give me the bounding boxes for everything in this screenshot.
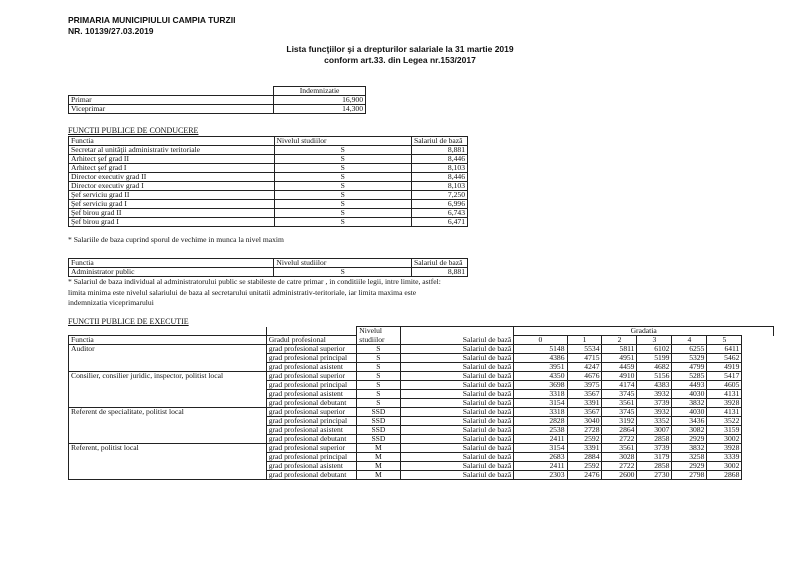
salary-cell: 8,881 [412,268,468,277]
studies-cell: SSD [357,426,400,435]
gradation-value-cell: 4459 [602,363,637,372]
studies-cell: M [357,462,400,471]
grade-cell: grad profesional asistent [266,426,357,435]
salary-cell: 6,996 [412,200,468,209]
function-cell: Secretar al unităţii administrativ teritoriale [69,146,275,155]
function-cell: Director executiv grad II [69,173,275,182]
grade-cell: grad profesional principal [266,354,357,363]
gradation-value-cell: 4386 [514,354,567,363]
gradation-value-cell: 3932 [637,408,672,417]
gradation-value-cell: 2592 [567,435,602,444]
grade-cell: grad profesional debutant [266,435,357,444]
function-cell: Şef birou grad II [69,209,275,218]
gradation-value-cell: 4131 [707,408,742,417]
gradation-value-cell: 3339 [707,453,742,462]
studies-cell: S [357,363,400,372]
studies-cell: S [274,164,411,173]
gradation-value-cell: 4682 [637,363,672,372]
function-cell: Arhitect şef grad II [69,155,275,164]
function-cell: Viceprimar [69,105,274,114]
table-header-row [69,327,774,336]
gradation-value-cell: 2864 [602,426,637,435]
salary-label-cell: Salariul de bază [400,390,514,399]
indemnity-cell: 16,900 [274,96,366,105]
function-cell [69,417,267,426]
studies-cell: S [274,146,411,155]
salary-label-cell: Salariul de bază [400,354,514,363]
salary-cell: 8,103 [412,164,468,173]
gradation-value-cell: 2592 [567,462,602,471]
salary-label-cell: Salariul de bază [400,417,514,426]
header-salary: Salariul de bază [412,137,468,146]
function-cell [69,354,267,363]
studies-cell: S [357,390,400,399]
gradation-value-cell: 6411 [707,345,742,354]
salary-label-cell: Salariul de bază [400,372,514,381]
salary-cell: 8,446 [412,173,468,182]
execution-table [68,326,774,480]
gradation-value-cell: 4951 [602,354,637,363]
indemnity-header: Indemnizatie [274,87,366,96]
salary-label-cell: Salariul de bază [400,462,514,471]
salary-cell: 8,446 [412,155,468,164]
salary-label-cell: Salariul de bază [400,345,514,354]
gradation-value-cell: 4605 [707,381,742,390]
gradation-value-cell: 3028 [602,453,637,462]
function-cell: Director executiv grad I [69,182,275,191]
studies-cell: S [274,200,411,209]
gradation-value-cell: 3154 [514,444,567,453]
document-title: Lista funcţiilor şi a drepturilor salariale la 31 martie 2019 [286,44,514,54]
gradation-value-cell: 3318 [514,408,567,417]
gradation-value-cell: 6255 [672,345,707,354]
grade-cell: grad profesional asistent [266,462,357,471]
function-cell: Şef serviciu grad II [69,191,275,200]
table-row [69,471,774,480]
studies-cell: S [357,399,400,408]
table-row [69,96,366,105]
gradation-value-cell: 3739 [637,444,672,453]
studies-cell: S [274,218,411,227]
table-row [69,200,468,209]
gradation-value-cell: 4030 [672,390,707,399]
gradation-value-cell: 4174 [602,381,637,390]
gradation-value-cell: 2476 [567,471,602,480]
gradation-value-cell: 2868 [707,471,742,480]
studies-cell: S [274,191,411,200]
gradation-value-cell: 4383 [637,381,672,390]
section-title-execution: FUNCTII PUBLICE DE EXECUTIE [68,317,189,326]
function-cell [69,426,267,435]
table-row [69,218,468,227]
header-grade: Gradul profesional [266,336,357,345]
header-salary: Salariul de bază [412,259,468,268]
administrator-table [68,258,468,277]
gradation-value-cell: 4247 [567,363,602,372]
gradation-value-cell: 2411 [514,462,567,471]
table-row [69,105,366,114]
salary-label-cell: Salariul de bază [400,444,514,453]
gradation-value-cell: 5534 [567,345,602,354]
table-row [69,268,468,277]
studies-cell: SSD [357,417,400,426]
gradation-value-cell: 5199 [637,354,672,363]
gradation-value-cell: 2728 [567,426,602,435]
gradation-value-cell: 3352 [637,417,672,426]
gradation-value-cell: 3192 [602,417,637,426]
salary-cell: 6,471 [412,218,468,227]
gradation-value-cell: 3567 [567,408,602,417]
function-cell [69,399,267,408]
studies-cell: S [274,268,412,277]
gradation-value-cell: 2858 [637,462,672,471]
grade-cell: grad profesional principal [266,417,357,426]
gradation-value-cell: 2722 [602,435,637,444]
studies-cell: S [357,345,400,354]
gradation-value-cell: 3698 [514,381,567,390]
gradation-value-cell: 3159 [707,426,742,435]
function-cell [69,363,267,372]
grade-cell: grad profesional superior [266,408,357,417]
gradation-value-cell: 3745 [602,408,637,417]
document-subtitle: conform art.33. din Legea nr.153/2017 [324,55,476,65]
grade-cell: grad profesional asistent [266,390,357,399]
header-function: Functia [69,137,275,146]
grade-cell: grad profesional superior [266,345,357,354]
gradation-value-cell: 2600 [602,471,637,480]
header-gradation-2: 2 [602,336,637,345]
note-line: indemnizatia viceprimarului [68,298,154,307]
gradation-value-cell: 6102 [637,345,672,354]
gradation-value-cell: 3832 [672,399,707,408]
gradation-value-cell: 3318 [514,390,567,399]
function-cell [69,471,267,480]
header-studies-line2: studiilor [357,336,400,345]
gradation-value-cell: 2411 [514,435,567,444]
function-cell: Auditor [69,345,267,354]
gradation-value-cell: 3391 [567,399,602,408]
grade-cell: grad profesional principal [266,453,357,462]
gradation-value-cell: 3002 [707,462,742,471]
function-cell [69,462,267,471]
gradation-value-cell: 3561 [602,399,637,408]
note-line: * Salariul de baza individual al administratorului public se stabileste de catre primar , in conditiile legii, intre limite, astfel: [68,277,441,286]
studies-cell: S [274,173,411,182]
gradation-value-cell: 5811 [602,345,637,354]
table-header-row [69,87,366,96]
gradation-value-cell: 3832 [672,444,707,453]
management-note: * Salariile de baza cuprind sporul de vechime in munca la nivel maxim [68,235,284,244]
function-cell: Consilier, consilier juridic, inspector, politist local [69,372,267,381]
gradation-value-cell: 4919 [707,363,742,372]
grade-cell: grad profesional asistent [266,363,357,372]
header-gradation: Gradatia [514,327,774,336]
gradation-value-cell: 3258 [672,453,707,462]
gradation-value-cell: 4350 [514,372,567,381]
gradation-value-cell: 4799 [672,363,707,372]
function-cell [69,390,267,399]
function-cell: Referent de specialitate, politist local [69,408,267,417]
studies-cell: S [274,209,411,218]
salary-label-cell: Salariul de bază [400,435,514,444]
gradation-value-cell: 2798 [672,471,707,480]
gradation-value-cell: 4910 [602,372,637,381]
gradation-value-cell: 2828 [514,417,567,426]
institution-name: PRIMARIA MUNICIPIULUI CAMPIA TURZII [68,15,236,25]
gradation-value-cell: 3928 [707,399,742,408]
gradation-value-cell: 3745 [602,390,637,399]
studies-cell: S [357,372,400,381]
gradation-value-cell: 2730 [637,471,672,480]
salary-label-cell: Salariul de bază [400,426,514,435]
gradation-value-cell: 5329 [672,354,707,363]
document-number: NR. 10139/27.03.2019 [68,26,154,36]
gradation-value-cell: 3928 [707,444,742,453]
function-cell: Şef birou grad I [69,218,275,227]
salary-label-cell: Salariul de bază [400,471,514,480]
gradation-value-cell: 3040 [567,417,602,426]
header-studies-line1: Nivelul [357,327,400,336]
table-row [69,209,468,218]
gradation-value-cell: 2884 [567,453,602,462]
gradation-value-cell: 3154 [514,399,567,408]
salary-cell: 8,881 [412,146,468,155]
salary-label-cell: Salariul de bază [400,453,514,462]
section-title-management: FUNCTII PUBLICE DE CONDUCERE [68,126,199,135]
studies-cell: SSD [357,435,400,444]
studies-cell: M [357,453,400,462]
function-cell [69,435,267,444]
gradation-value-cell: 3002 [707,435,742,444]
function-cell: Arhitect şef grad I [69,164,275,173]
studies-cell: M [357,444,400,453]
header-gradation-0: 0 [514,336,567,345]
header-gradation-1: 1 [567,336,602,345]
function-cell [69,381,267,390]
table-row [69,155,468,164]
grade-cell: grad profesional debutant [266,399,357,408]
gradation-value-cell: 3561 [602,444,637,453]
function-cell: Şef serviciu grad I [69,200,275,209]
gradation-value-cell: 4715 [567,354,602,363]
gradation-value-cell: 3739 [637,399,672,408]
header-gradation-3: 3 [637,336,672,345]
note-line: limita minima este nivelul salariului de baza al secretarului unitatii administrativ-teritoriale, iar limita maxima este [68,287,417,297]
header-gradation-4: 4 [672,336,707,345]
salary-label-cell: Salariul de bază [400,381,514,390]
gradation-value-cell: 2929 [672,462,707,471]
gradation-value-cell: 2303 [514,471,567,480]
function-cell: Primar [69,96,274,105]
function-cell: Referent, politist local [69,444,267,453]
administrator-note [68,277,478,309]
gradation-value-cell: 2683 [514,453,567,462]
gradation-value-cell: 2929 [672,435,707,444]
gradation-value-cell: 2722 [602,462,637,471]
header-function: Functia [69,259,274,268]
header-studies: Nivelul studiilor [274,137,411,146]
indemnity-cell: 14,300 [274,105,366,114]
studies-cell: M [357,471,400,480]
gradation-value-cell: 5462 [707,354,742,363]
studies-cell: SSD [357,408,400,417]
gradation-value-cell: 3932 [637,390,672,399]
gradation-value-cell: 5148 [514,345,567,354]
dignitaries-table [68,86,366,114]
gradation-value-cell: 4493 [672,381,707,390]
studies-cell: S [357,381,400,390]
gradation-value-cell: 3522 [707,417,742,426]
gradation-value-cell: 3082 [672,426,707,435]
grade-cell: grad profesional superior [266,372,357,381]
salary-label-cell: Salariul de bază [400,363,514,372]
salary-label-cell: Salariul de bază [400,399,514,408]
salary-label-cell: Salariul de bază [400,408,514,417]
gradation-value-cell: 4131 [707,390,742,399]
gradation-value-cell: 5417 [707,372,742,381]
function-cell [69,453,267,462]
gradation-value-cell: 3179 [637,453,672,462]
salary-cell: 6,743 [412,209,468,218]
gradation-value-cell: 2858 [637,435,672,444]
studies-cell: S [274,182,411,191]
studies-cell: S [357,354,400,363]
gradation-value-cell: 3951 [514,363,567,372]
grade-cell: grad profesional superior [266,444,357,453]
gradation-value-cell: 5156 [637,372,672,381]
header-studies: Nivelul studiilor [274,259,412,268]
function-cell: Administrator public [69,268,274,277]
studies-cell: S [274,155,411,164]
gradation-value-cell: 3567 [567,390,602,399]
gradation-value-cell: 4030 [672,408,707,417]
grade-cell: grad profesional debutant [266,471,357,480]
header-gradation-5: 5 [707,336,742,345]
header-salary: Salariul de bază [400,336,514,345]
gradation-value-cell: 5285 [672,372,707,381]
gradation-value-cell: 3975 [567,381,602,390]
gradation-value-cell: 4676 [567,372,602,381]
gradation-value-cell: 3436 [672,417,707,426]
salary-cell: 7,250 [412,191,468,200]
gradation-value-cell: 3007 [637,426,672,435]
management-table [68,136,468,227]
gradation-value-cell: 3391 [567,444,602,453]
gradation-value-cell: 2538 [514,426,567,435]
header-function: Functia [69,336,267,345]
salary-cell: 8,103 [412,182,468,191]
table-row [69,191,468,200]
grade-cell: grad profesional principal [266,381,357,390]
